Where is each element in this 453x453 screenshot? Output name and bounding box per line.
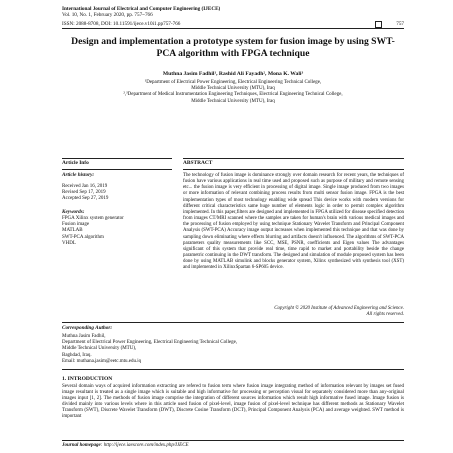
article-history-heading: Article history: (62, 172, 95, 178)
square-icon (375, 21, 382, 28)
divider (62, 369, 404, 370)
corresponding-line: Baghdad, Iraq. (62, 352, 92, 358)
history-item: Received Jan 16, 2019 (62, 184, 108, 189)
footer-rule (62, 440, 404, 441)
history-item: Accepted Sep 27, 2019 (62, 196, 109, 202)
corresponding-author (62, 334, 404, 365)
abstract-heading: ABSTRACT (183, 160, 213, 166)
affiliation-line: Middle Technical University (MTU), Iraq (191, 98, 275, 104)
corresponding-heading: Corresponding Author: (62, 325, 113, 331)
affiliation-line: ²,³Department of Medical Instrumentation Engineering Techniques, Electrical Engineering Technical College, (123, 92, 343, 98)
abstract-text: The technology of fusion image is dominance strongly over domain research for recent years, the techniques of fusion have various applications in real time used and proposed such as purpose of military and remote sensing etc... the fusion image is very efficient in processing of digital image. Single image produced from two images or more information of relevant combining process results from multi sensor fusion image. FPGA is the best implementation types of most technology enabling wide spread This device works with modern versions for different critical characteristics same huge number of elements logic in order to permit complex algorithm implemented. In this paper,filters are designed and implemented in FPGA utilized for disease specified detection from images CT/MRI scanned where the samples are taken for human's brain with various medical images and the processing of fusion employed by using technique Stationary Wavelet Transform and Principal Component Analysis (SWT-PCA) Accuracy image output increases when implemented this technique and that was done by sampling down eliminating where effects blurring and artifacts doesn't influenced. The algorithms of SWT-PCA parameters quality measurements like SCC, MSE, PSNR, coefficients and Eigen values The advantages significant of this system that provide real time, time rapid to market and portability beside the change parametric continuing in the DWT transform. The designed and simulation of module proposed system has been done by using MATLAB simulink and blocks generator system, Xilinx synthesized with synthesis tool (XST) and implemented in XilinxSpartan 6-SP605 device. (183, 173, 404, 271)
paper-authors: Muthna Jasim Fadhil¹, Rashid Ali Fayadh², Mona K. Wali³ (162, 71, 304, 77)
keyword-item: SWT-PCA algorithm (62, 234, 104, 240)
corresponding-line: Middle Technical University (MTU), (62, 346, 137, 352)
divider (183, 169, 404, 170)
divider (62, 322, 404, 323)
keywords-heading: Keywords: (62, 209, 85, 215)
affiliation-line: ¹Department of Electrical Power Engineering, Electrical Engineering Technical College, (144, 80, 322, 85)
keyword-item: VHDL (62, 240, 76, 246)
affiliation-line: Middle Technical University (MTU), Iraq (191, 86, 275, 92)
issn-line: ISSN: 2088-8708, DOI: 10.11591/ijece.v10i1.pp757-766 (62, 21, 181, 27)
issn-row (62, 21, 404, 28)
journal-homepage-link[interactable]: http://ijece.iaescore.com/index.php/IJECE (103, 443, 189, 448)
copyright-line: Copyright © 2020 Institute of Advanced Engineering and Science. (274, 306, 404, 311)
keywords-list (62, 216, 124, 247)
rights-line: All rights reserved. (366, 312, 404, 317)
article-info-heading: Article Info (62, 160, 89, 166)
journal-header (62, 6, 402, 19)
history-item: Revised Sep 17, 2019 (62, 190, 106, 196)
footer-label: Journal homepage (62, 443, 101, 448)
divider (183, 158, 404, 159)
keyword-item: FPGA Xilinx system generator (62, 216, 124, 221)
page-number: 757 (396, 21, 404, 27)
affiliations (62, 80, 404, 105)
keyword-item: Fusion image (62, 222, 90, 228)
journal-name: International Journal of Electrical and Computer Engineering (IJECE) (62, 6, 221, 12)
introduction-text: Several domain ways of acquired information extracting are refered to fusion term where fusion image integrating method of information relevant by images set fused image resultant is treated as a single image which is suitable and high informative for processing or perception visual for separately considered more than any-original images input [1, 2]. The methods of fusion image comprise the integration of different sources information which result high informative fused image. Image fusion is divided mainly into various levels where in this article used fusion of pixel-level, image fusion of pixel-level technique has different methods as Stationary Wavelet Transform (SWT), Discrete Wavelet Transform (DWT), Discrete Cosine Transform (DCT), Principal Component Analysis (PCA) and average weighted. SWT method is important (62, 384, 404, 420)
divider (62, 158, 172, 159)
paper-title: Design and implementation a prototype system for fusion image by using SWT-PCA algorithm with FPGA technique (71, 36, 395, 59)
section-heading: 1. INTRODUCTION (62, 376, 113, 382)
header-rule (62, 28, 404, 29)
divider (62, 169, 172, 170)
copyright (183, 306, 404, 318)
corresponding-line: Department of Electrical Power Engineering, Electrical Engineering Technical College, (62, 340, 238, 346)
article-history (62, 184, 108, 203)
volume-line: Vol. 10, No. 1, February 2020, pp. 757~766 (62, 12, 153, 19)
corresponding-line: Muthna Jasim Fadhil, (62, 334, 106, 339)
corresponding-email: Email: muthana.jasim@eetc.mtu.edu.iq (62, 358, 142, 364)
keyword-item: MATLAB (62, 228, 83, 234)
journal-footer: Journal homepage: http://ijece.iaescore.com/index.php/IJECE (62, 443, 189, 448)
